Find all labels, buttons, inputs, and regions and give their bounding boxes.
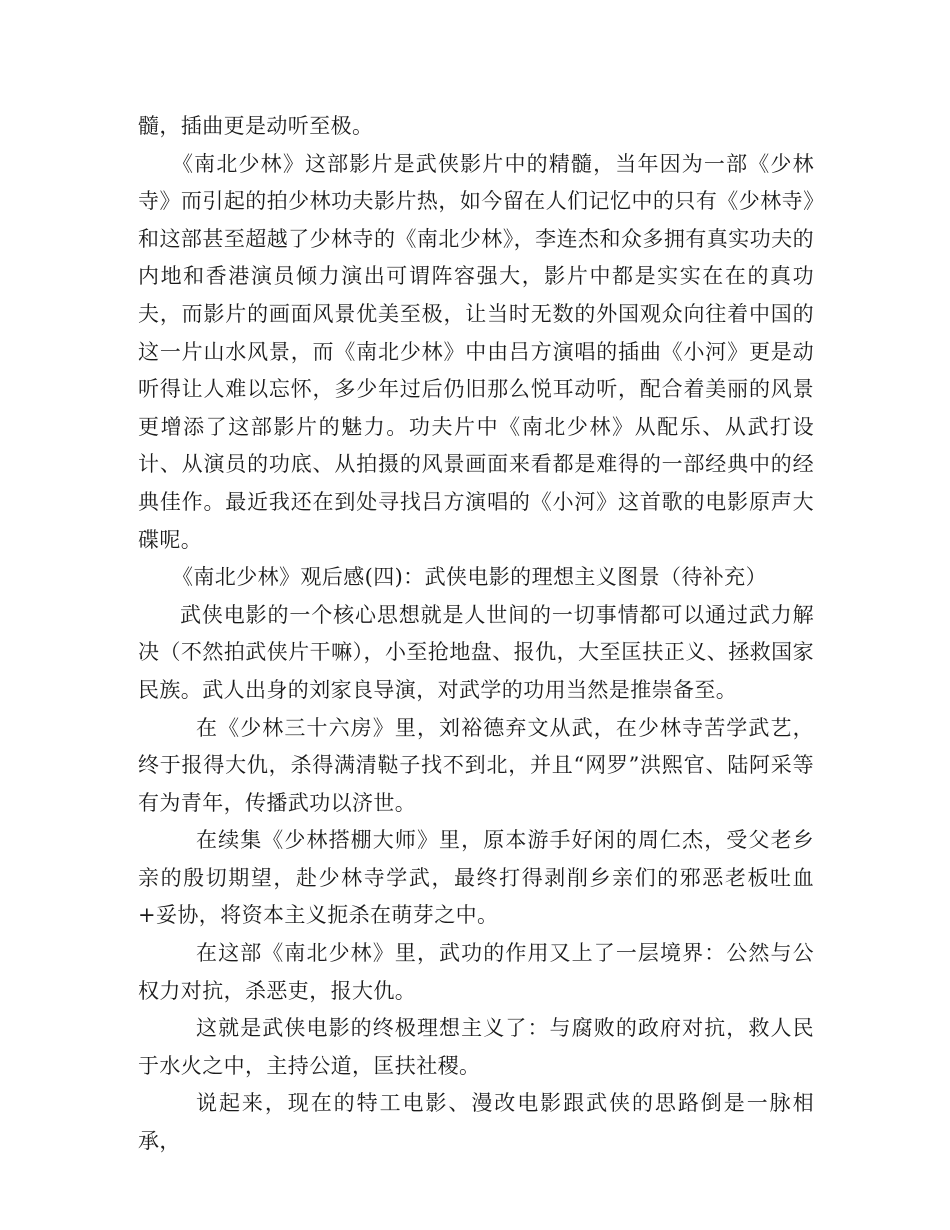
paragraph-sequel: 在续集《少林搭棚大师》里，原本游手好闲的周仁杰，受父老乡亲的殷切期望，赴少林寺学武，最终打得剥削乡亲们的邪恶老板吐血+妥协，将资本主义扼杀在萌芽之中。 <box>138 828 814 928</box>
document-page <box>138 108 814 1161</box>
paragraph-idealism: 这就是武侠电影的终极理想主义了：与腐败的政府对抗，救人民于水火之中，主持公道，匡扶社稷。 <box>138 1016 814 1078</box>
paragraph-continuation: 髓，插曲更是动听至极。 <box>138 114 374 138</box>
paragraph-review-text: 《南北少林》这部影片是武侠影片中的精髓，当年因为一部《少林寺》而引起的拍少林功夫影片热，如今留在人们记忆中的只有《少林寺》和这部甚至超越了少林寺的《南北少林》，李连杰和众多拥有真实功夫的内地和香港演员倾力演出可谓阵容强大，影片中都是实实在在的真功夫，而影片的画面风景优美至极，让当时无数的外国观众向往着中国的这一片山水风景，而《南北少林》中由吕方演唱的插曲《小河》更是动听得让人难以忘怀，多少年过后仍旧那么悦耳动听，配合着美丽的风景更增添了这部影片的魅力。功夫片中《南北少林》从配乐、从武打设计、从演员的功底、从拍摄的风景画面来看都是难得的一部经典中的经典佳作。最近我还在到处寻找吕方演唱的《小河》这首歌的电影原声大碟呢。 <box>138 151 814 552</box>
paragraph-north-south: 在这部《南北少林》里，武功的作用又上了一层境界：公然与公权力对抗，杀恶吏，报大仇。 <box>138 941 814 1003</box>
paragraph-closing: 说起来，现在的特工电影、漫改电影跟武侠的思路倒是一脉相承， <box>138 1091 814 1154</box>
paragraph-shaolin-36: 在《少林三十六房》里，刘裕德弃文从武，在少林寺苦学武艺，终于报得大仇，杀得满清鞑子找不到北，并且“网罗”洪熙官、陆阿采等有为青年，传播武功以济世。 <box>138 715 814 815</box>
paragraph-core-idea: 武侠电影的一个核心思想就是人世间的一切事情都可以通过武力解决（不然拍武侠片干嘛），小至抢地盘、报仇，大至匡扶正义、拯救国家民族。武人出身的刘家良导演，对武学的功用当然是推崇备至。 <box>138 602 814 702</box>
section-heading: 《南北少林》观后感(四)：武侠电影的理想主义图景（待补充） <box>172 565 767 590</box>
